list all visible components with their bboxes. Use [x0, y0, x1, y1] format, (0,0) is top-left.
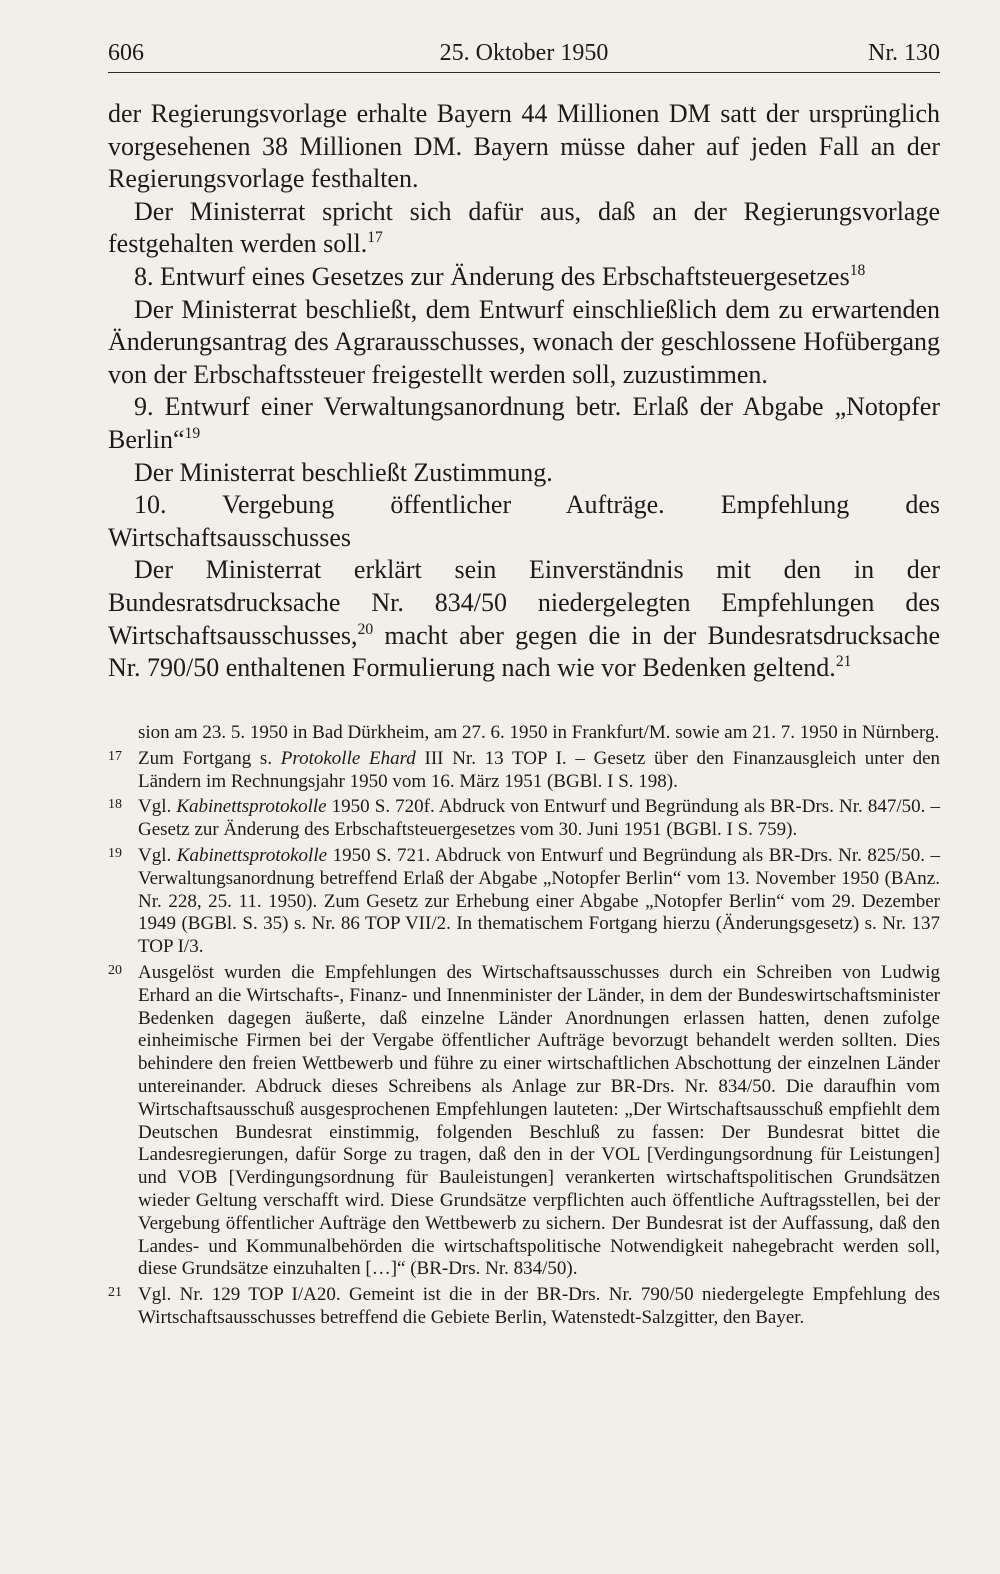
agenda-item-title: 8. Entwurf eines Gesetzes zur Änderung des Erbschaftsteuergesetzes$^{18}$: [134, 261, 866, 291]
paragraph: der Regierungsvorlage erhalte Bayern 44 Millionen DM satt der ursprünglich vorgesehenen 38 Millionen DM. Bayern müsse daher auf jeden Fall an der Regierungsvorlage festhalten.: [108, 99, 940, 194]
agenda-item-title: 10. Vergebung öffentlicher Aufträge. Empfehlung des Wirtschaftsausschusses: [108, 490, 940, 552]
footnote-ref: 17: [367, 229, 383, 247]
header-date: 25. Oktober 1950: [439, 40, 609, 66]
main-text: [108, 98, 940, 685]
footnote-20: 20 Ausgelöst wurden die Empfehlungen des Wirtschaftsausschusses durch ein Schreiben von Ludwig Erhard an die Wirtschafts-, Finanz- und Innenminister der Länder, in dem der Bundeswirtschaftsminister Bedenken dagegen äußerte, daß einzelne Länder Anordnungen erlassen hatten, denen zufolge einheimische Firmen bei der Vergabe öffentlicher Aufträge bevorzugt behandelt werden sollten. Dies behindere den freien Wettbewerb und führe zu einer wirtschaftlichen Abschottung der einzelnen Länder untereinander. Abdruck dieses Schreibens als Anlage zur BR-Drs. Nr. 834/50. Die daraufhin vom Wirtschaftsausschuß ausgesprochenen Empfehlungen lauteten: „Der Wirtschaftsausschuß empfiehlt dem Deutschen Bundesrat einstimmig, folgenden Beschluß zu fassen: Der Bundesrat bittet die Landesregierungen, dafür Sorge zu tragen, daß den in der VOL [Verdingungsordnung für Leistungen] und VOB [Verdingungsordnung für Bauleistungen] verankerten wirtschaftspolitischen Grundsätzen wieder Geltung verschafft wird. Diese Grundsätze verpflichten auch öffentliche Auftragsstellen, bei der Vergebung öffentlicher Aufträge den Wettbewerb zu sichern. Der Bundesrat ist der Auffassung, daß den Landes- und Kommunalbehörden die wirtschaftspolitische Notwendigkeit nahegebracht werden soll, diese Grundsätze einzuhalten […]“ (BR-Drs. Nr. 834/50).: [108, 961, 940, 1280]
issue-number: Nr. 130: [868, 40, 940, 66]
footnote-ref: 20: [357, 620, 374, 638]
paragraph: Der Ministerrat spricht sich dafür aus, daß an der Regierungsvorlage festgehalten werden soll.$^{17}$: [108, 196, 940, 259]
footnote-number: 18: [108, 797, 122, 813]
header-rule: [108, 72, 940, 73]
footnote-continuation: sion am 23. 5. 1950 in Bad Dürkheim, am 27. 6. 1950 in Frankfurt/M. sowie am 21. 7. 1950 in Nürnberg.: [138, 722, 940, 743]
paragraph: Der Ministerrat erklärt sein Einverständnis mit den in der Bundesratsdrucksache Nr. 834/50 niedergelegten Empfehlungen des Wirtschaftsausschusses,$^{20}$ macht aber gegen die in der Bundesratsdrucksache Nr. 790/50 enthaltenen Formulierung nach wie vor Bedenken geltend.$^{21}$: [108, 555, 940, 683]
running-head: [108, 36, 940, 70]
footnote-number: 21: [108, 1285, 122, 1301]
paragraph: Der Ministerrat beschließt Zustimmung.: [134, 457, 553, 487]
footnote-number: 17: [108, 748, 122, 764]
footnote-ref: 21: [835, 652, 852, 670]
footnote-21: 21 Vgl. Nr. 129 TOP I/A20. Gemeint ist die in der BR-Drs. Nr. 790/50 niedergelegte Empfehlung des Wirtschaftsausschusses betreffend die Gebiete Berlin, Watenstedt-Salzgitter, den Bayer.: [108, 1284, 940, 1328]
footnote-number: 20: [108, 962, 122, 978]
footnote-17: 17 Zum Fortgang s. Protokolle Ehard III Nr. 13 TOP I. – Gesetz über den Finanzausgleich unter den Ländern im Rechnungsjahr 1950 vom 16. März 1951 (BGBl. I S. 198).: [108, 747, 940, 792]
footnote-ref: 18: [849, 261, 866, 279]
paragraph: Der Ministerrat beschließt, dem Entwurf einschließlich dem zu erwartenden Änderungsantrag des Agrarausschusses, wonach der geschlossene Hofübergang von der Erbschaftssteuer freigestellt werden soll, zuzustimmen.: [108, 294, 940, 389]
footnote-18: 18 Vgl. Kabinettsprotokolle 1950 S. 720f. Abdruck von Entwurf und Begründung als BR-Drs. Nr. 847/50. – Gesetz zur Änderung des Erbschaftsteuergesetzes vom 30. Juni 1951 (BGBl. I S. 759).: [108, 796, 940, 841]
footnote-19: 19 Vgl. Kabinettsprotokolle 1950 S. 721. Abdruck von Entwurf und Begründung als BR-Drs. Nr. 825/50. – Verwaltungsanordnung betreffend Erlaß der Abgabe „Notopfer Berlin“ vom 13. November 1950 (BAnz. Nr. 228, 25. 11. 1950). Zum Gesetz zur Erhebung einer Abgabe „Notopfer Berlin“ vom 29. Dezember 1949 (BGBl. S. 35) s. Nr. 86 TOP VII/2. In thematischem Fortgang hierzu (Änderungsgesetz) s. Nr. 137 TOP I/3.: [108, 844, 940, 958]
page-number: 606: [108, 40, 144, 66]
footnotes: [108, 722, 940, 1333]
agenda-item-title: 9. Entwurf einer Verwaltungsanordnung betr. Erlaß der Abgabe „Notopfer Berlin“$^{19}$: [108, 392, 940, 454]
footnote-number: 19: [108, 845, 122, 861]
footnote-ref: 19: [184, 424, 201, 442]
